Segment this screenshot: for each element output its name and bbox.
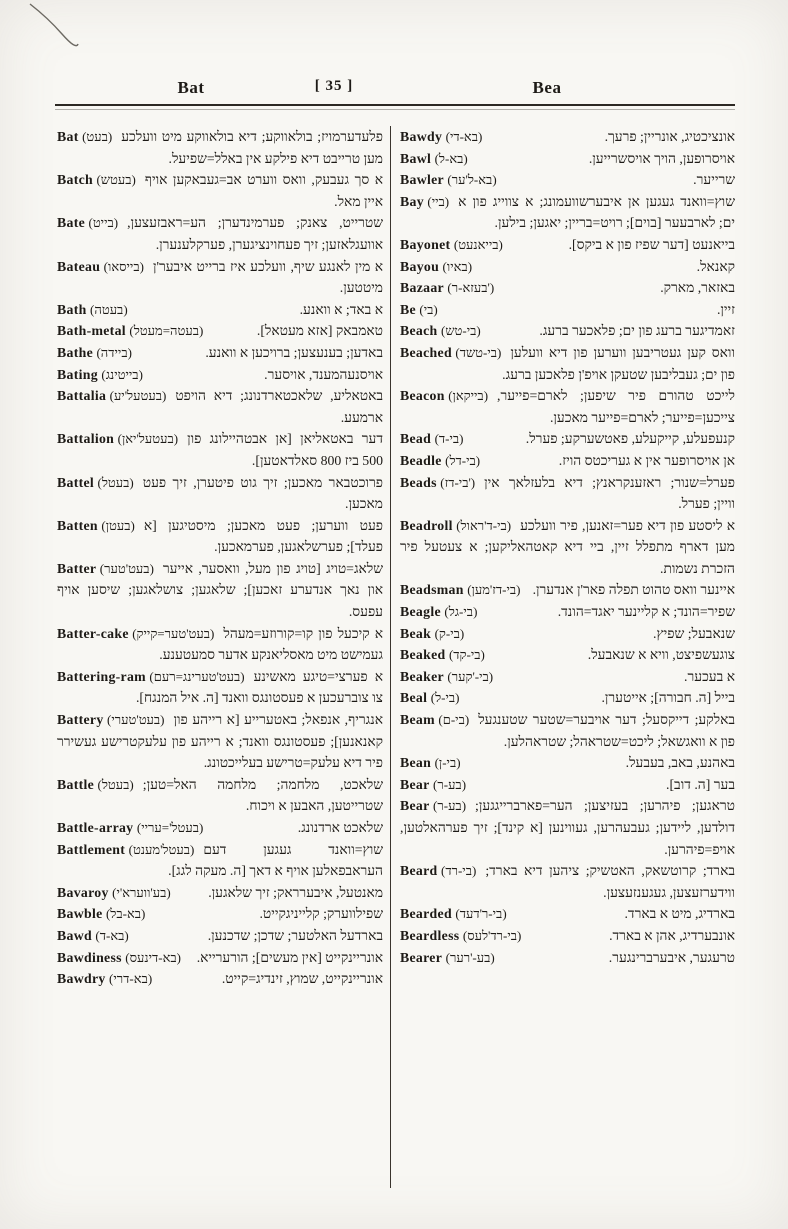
definition: לייכט טהורם פיר שיפען; לארם=פייער, צייכען=פייער; לארם=פייער מאכען. — [497, 388, 735, 425]
definition: טראגען; פיהרען; בעזיצען; הער=פארברייגגען; דולדען, ליידען; געבעהרען, געווינען [א קינד]; זיך פערהאלטען, אויפ=פיהרען. — [400, 798, 735, 857]
pronunciation: (בעטל'=עריי) — [136, 820, 204, 835]
pronunciation: (בייסאו) — [103, 258, 144, 274]
pronunciation: (בעטה=מעטל) — [129, 323, 204, 339]
headword: Bating — [57, 366, 98, 382]
definition: בארדיג, מיט א בארד. — [624, 906, 735, 922]
headword-group — [400, 234, 503, 256]
headword-group — [57, 968, 152, 990]
dictionary-entry — [57, 515, 383, 558]
headword-group — [57, 709, 165, 731]
headword-group — [400, 947, 495, 969]
dictionary-entry — [57, 774, 383, 817]
dictionary-entry — [400, 687, 735, 709]
definition: אן אויסרופער אין א געריכטס הויז. — [558, 452, 735, 468]
headword-group — [400, 169, 497, 191]
dictionary-entry — [400, 126, 735, 148]
pronunciation: (בעט'טער=קייק) — [132, 625, 215, 641]
dictionary-entry — [57, 925, 383, 947]
definition: טאמבאק [אזא מעטאל]. — [256, 323, 383, 339]
headword-group — [57, 925, 129, 947]
pronunciation: (בי-ק) — [434, 625, 465, 641]
headword-group — [400, 515, 511, 537]
headword-group — [57, 817, 203, 839]
headword-group — [57, 903, 145, 925]
pronunciation: (בעט'טער) — [99, 560, 154, 576]
text-columns — [0, 126, 788, 1188]
dictionary-entry — [400, 428, 735, 450]
scan-artifact-scratch — [0, 0, 120, 70]
headword: Bayou — [400, 258, 440, 274]
definition: פלעדערמויז; בולאווקע; דיא בולאווקע מיט וועלכע מען טרייבט דיא פילקע אין באלל=שפיעל. — [121, 129, 383, 166]
headword: Bawl — [400, 150, 432, 166]
definition: קאנאל. — [696, 258, 735, 274]
headword-group — [400, 299, 438, 321]
headword-group — [400, 428, 464, 450]
dictionary-entry — [57, 903, 383, 925]
dictionary-entry — [57, 342, 383, 364]
dictionary-entry — [400, 450, 735, 472]
headword: Battle-array — [57, 820, 134, 835]
pronunciation: (בי-רד'לעס) — [462, 927, 522, 943]
dictionary-entry — [57, 947, 383, 969]
definition: קנעפעלע, קייקעלע, פאטשערקע; פערל. — [525, 431, 735, 447]
pronunciation: (בעטל'מענט) — [128, 841, 195, 857]
pronunciation: (בי-טשד) — [455, 344, 502, 360]
definition: באזאר, מארק. — [660, 280, 735, 296]
guide-word-left: Bat — [177, 78, 205, 97]
definition: אונריינקייט [אין מעשים]; הורערייא. — [196, 949, 383, 965]
pronunciation: (בי) — [419, 301, 438, 317]
headword: Bearded — [400, 906, 452, 922]
headword-group — [57, 299, 128, 321]
definition: שנאבעל; שפיץ. — [653, 625, 735, 641]
pronunciation: (בייקאן) — [448, 388, 489, 404]
definition: זיין. — [716, 301, 735, 317]
headword: Beard — [400, 863, 438, 879]
headword: Batter-cake — [57, 625, 129, 641]
headword-group — [57, 472, 134, 494]
headword: Bath-metal — [57, 323, 126, 339]
dictionary-entry — [57, 428, 383, 471]
headword: Bawdry — [57, 971, 106, 987]
dictionary-entry — [57, 299, 383, 321]
headword: Beacon — [400, 388, 445, 404]
headword-group — [57, 126, 112, 148]
pronunciation: (ביי) — [427, 193, 450, 209]
headword: Bear — [400, 776, 430, 792]
pronunciation: (בעזא-ר') — [447, 280, 495, 296]
dictionary-entry — [400, 256, 735, 278]
headword-group — [57, 774, 134, 796]
headword-group — [57, 256, 144, 278]
headword-group — [400, 191, 449, 213]
pronunciation: (בע-ר) — [433, 776, 467, 792]
headword-group — [400, 687, 460, 709]
definition: שטרייט, צאנק; פערמינדערן; הע=ראבזעצען, אוועגלאזען; זיך פעחוינציגערן, פערקלענערן. — [127, 215, 383, 252]
pronunciation: (ביידה) — [96, 344, 132, 360]
right-column — [400, 126, 735, 1188]
pronunciation: (בי-ד'ראול) — [456, 517, 512, 533]
pronunciation: (בעט'טערינג=רעם) — [149, 668, 245, 684]
headword-group — [400, 774, 466, 796]
page-number: [ 35 ] — [314, 78, 354, 94]
running-head — [0, 78, 788, 104]
headword-group — [400, 342, 501, 364]
headword-group — [57, 515, 135, 537]
definition: שפיר=הונד; א קליינער יאגד=הונד. — [557, 604, 735, 620]
definition: א ליסטע פון דיא פער=זאנען, פיר וועלכע מען דארף מתפלל זיין, ביי דיא קאטהאליקען; א צעטעל פיר הזכרת נשמות. — [400, 517, 735, 576]
definition: באלקע; דייקסעל; דער אויבער=שטער שטענגעל פון א וואגשאל; ליכט=שטראהל; שטראהלען. — [478, 712, 735, 749]
headword: Batter — [57, 560, 97, 576]
headword: Bear — [400, 798, 430, 814]
headword-group — [57, 428, 178, 450]
headword-group — [400, 256, 472, 278]
pronunciation: (בי-ם) — [438, 712, 470, 728]
headword-group — [400, 644, 485, 666]
headword: Beach — [400, 323, 438, 339]
headword: Bayonet — [400, 236, 451, 252]
pronunciation: (בי-ל) — [430, 690, 460, 706]
dictionary-entry — [57, 666, 383, 709]
headword: Bazaar — [400, 280, 444, 296]
headword: Battel — [57, 474, 95, 490]
dictionary-entry — [400, 666, 735, 688]
definition: זאמדיגער ברעג פון ים; פלאכער ברעג. — [539, 323, 735, 339]
pronunciation: (בי-דל) — [445, 452, 481, 468]
pronunciation: (בי-רד) — [440, 863, 477, 879]
headword-group — [400, 601, 477, 623]
definition: איינער וואס טהוט תפלה פאר'ן אנדערן. — [532, 582, 735, 598]
dictionary-entry — [400, 644, 735, 666]
headword: Bawler — [400, 172, 444, 188]
definition: בארד; קרוטשאק, האטשיק; ציהען דיא בארד; ווידערזעצען, געגענזעצען. — [485, 863, 735, 900]
definition: א באד; א וואנע. — [299, 301, 383, 317]
dictionary-entry — [400, 925, 735, 947]
headword-group — [400, 903, 507, 925]
dictionary-entry — [57, 385, 383, 428]
headword: Bavaroy — [57, 884, 109, 900]
pronunciation: (בא-דרי) — [109, 971, 153, 987]
definition: שרייער. — [693, 172, 735, 188]
pronunciation: (בי-דז') — [440, 474, 476, 490]
dictionary-entry — [400, 774, 735, 796]
dictionary-entry — [57, 364, 383, 386]
headword-group — [400, 320, 481, 342]
pronunciation: (בע-'רער) — [445, 949, 495, 965]
dictionary-entry — [400, 752, 735, 774]
pronunciation: (בעטל) — [97, 474, 134, 490]
definition: א מין לאנגע שיף, וועלכע איז ברייט איבער'ן מיטטען. — [152, 258, 383, 296]
pronunciation: (בא-ל'ער) — [447, 172, 497, 188]
headword-group — [400, 385, 488, 407]
headword-group — [400, 148, 468, 170]
dictionary-entry — [400, 515, 735, 580]
pronunciation: (בי-'קער) — [447, 668, 494, 684]
dictionary-entry — [400, 169, 735, 191]
dictionary-entry — [57, 839, 383, 882]
headword: Bawble — [57, 906, 103, 922]
headword: Battery — [57, 712, 104, 728]
headword: Battlement — [57, 841, 126, 857]
pronunciation: (בא-ל) — [434, 150, 468, 166]
definition: בער [ה. דוב]. — [666, 776, 735, 792]
definition: באדען; בענעצען; ברויכען א וואנע. — [205, 344, 383, 360]
dictionary-entry — [400, 860, 735, 903]
definition: צוגעשפיצט, וויא א שנאבעל. — [587, 647, 735, 663]
definition: שפילווערק; קלייניגקייט. — [259, 906, 383, 922]
dictionary-entry — [400, 795, 735, 860]
headword: Battle — [57, 776, 95, 792]
dictionary-entry — [57, 256, 383, 299]
definition: באהנע, באב, בעבעל. — [625, 755, 735, 771]
pronunciation: (בע'ווערא'י) — [112, 884, 171, 900]
headword: Batch — [57, 172, 93, 188]
headword: Battering-ram — [57, 668, 146, 684]
definition: באטאליע, שלאכטארדנונג; דיא הויפט ארמעע. — [175, 388, 383, 425]
dictionary-entry — [400, 472, 735, 515]
dictionary-entry — [57, 623, 383, 666]
headword: Beached — [400, 344, 452, 360]
pronunciation: (בייט) — [88, 215, 119, 231]
pronunciation: (בי-ן) — [434, 755, 461, 771]
pronunciation: (בי-ד) — [434, 431, 464, 447]
dictionary-entry — [400, 385, 735, 428]
headword-group — [400, 925, 521, 947]
left-column — [57, 126, 383, 1188]
pronunciation: (בא-בל) — [105, 906, 146, 922]
headword: Be — [400, 301, 416, 317]
pronunciation: (בי-דז'מען) — [467, 582, 521, 598]
headword: Bat — [57, 129, 79, 144]
dictionary-entry — [400, 320, 735, 342]
pronunciation: (בי-טש) — [440, 323, 481, 339]
definition: שלאג=טויג [טויג פון מעל, וואסער, אייער און נאך אנדערע זאכען]; שלאגען; צושלאגען; שיסען אויף עפעס. — [57, 560, 383, 620]
headword: Beak — [400, 625, 432, 641]
pronunciation: (בע-ר) — [433, 798, 467, 814]
definition: בארדעל האלטער; שדכן; שדכנען. — [207, 927, 383, 943]
definition: פערל=שנור; ראזענקראנץ; דיא בלעזלאך אין וויין; פערל. — [484, 474, 735, 512]
dictionary-entry — [57, 558, 383, 623]
headword-group — [57, 212, 118, 234]
pronunciation: (בא-ד) — [95, 927, 129, 943]
headword: Beadroll — [400, 517, 453, 533]
definition: א קיכעל פון קו=קורוזע=מעהל געמישט מיט מאסליאנקע אדער סמעטענע. — [159, 625, 383, 663]
headword: Bean — [400, 755, 432, 771]
headword: Bath — [57, 301, 87, 317]
headword: Beam — [400, 712, 435, 728]
definition: אונריינקייט, שמוץ, זינדיג=קייט. — [221, 971, 383, 987]
definition: שלאכט, מלחמה; מלחמה האל=טען; שטרייטען, האבען א ויכוח. — [142, 776, 383, 814]
headword: Beal — [400, 690, 428, 706]
headword: Beads — [400, 474, 437, 490]
headword-group — [400, 472, 475, 494]
dictionary-entry — [400, 579, 735, 601]
dictionary-entry — [400, 601, 735, 623]
definition: א פערצי=טיגע מאשינע צו צוברעכען א פעסטונגס וואנד [ה. איל המנגח]. — [135, 668, 383, 706]
headword: Bawd — [57, 927, 92, 943]
headword-group — [57, 558, 154, 580]
definition: שוץ=וואנד געגען דעם העראבפאלען אויף א דאך [ה. מעקה לגג]. — [168, 841, 383, 879]
pronunciation: (בייאנעט) — [453, 236, 503, 252]
definition: טרעגער, איבערברינגער. — [608, 949, 735, 965]
headword: Beadle — [400, 452, 442, 468]
definition: מאנטעל, איבערראק; זיך שלאגען. — [208, 884, 383, 900]
dictionary-entry — [57, 169, 383, 212]
definition: אונבערדיג, אהן א בארד. — [609, 927, 735, 943]
definition: אויסנעהמענד, אויסער. — [264, 366, 383, 382]
headword-group — [57, 364, 143, 386]
headword: Battalia — [57, 388, 107, 404]
headword: Beaker — [400, 668, 444, 684]
headword-group — [57, 947, 181, 969]
pronunciation: (בעט'טערי) — [107, 712, 165, 728]
headword-group — [57, 882, 171, 904]
headword: Bawdy — [400, 129, 443, 144]
dictionary-entry — [57, 320, 383, 342]
headword-group — [400, 623, 464, 645]
pronunciation: (בא-דינעס) — [125, 949, 181, 965]
headword: Bead — [400, 431, 432, 447]
pronunciation: (בעטה) — [90, 301, 128, 317]
definition: פרוכטבאר מאכען; זיך גוט פיטערן, זיך פעט מאכען. — [142, 474, 383, 512]
pronunciation: (בעטש) — [96, 172, 136, 188]
headword: Beardless — [400, 927, 460, 943]
pronunciation: (בעטעל'יאן) — [117, 431, 179, 447]
headword-group — [57, 666, 245, 688]
definition: בייל [ה. חבורה]; אייטערן. — [601, 690, 735, 706]
dictionary-entry — [57, 709, 383, 774]
headword: Bate — [57, 215, 86, 231]
definition: אויסרופען, הויך אויסשרייען. — [588, 150, 735, 166]
headword-group — [400, 666, 493, 688]
pronunciation: (בי-ר'דעד) — [455, 906, 507, 922]
headword-group — [57, 342, 132, 364]
headword-group — [400, 752, 461, 774]
dictionary-entry — [57, 968, 383, 990]
headword: Bathe — [57, 344, 93, 360]
dictionary-entry — [400, 947, 735, 969]
header-rule — [55, 104, 735, 110]
headword-group — [57, 169, 136, 191]
definition: א סך געבעק, וואס ווערט אב=געבאקען אויף איין מאל. — [144, 172, 383, 209]
definition: דער באטאליאן [אן אבטהיילונג פון 500 ביז 800 סאלדאטען]. — [187, 431, 383, 468]
guide-word-right: Bea — [532, 78, 562, 97]
headword: Beadsman — [400, 582, 464, 598]
headword-group — [400, 126, 482, 148]
definition: בייאנעט [דער שפיז פון א ביקס]. — [568, 236, 735, 252]
headword-group — [57, 623, 214, 645]
dictionary-entry — [400, 623, 735, 645]
dictionary-entry — [400, 234, 735, 256]
headword: Beaked — [400, 647, 446, 663]
pronunciation: (בעט) — [82, 129, 113, 144]
headword-group — [400, 579, 520, 601]
headword: Battalion — [57, 431, 115, 447]
pronunciation: (בי-גל) — [444, 604, 478, 620]
dictionary-entry — [57, 126, 383, 169]
pronunciation: (בי-קד) — [448, 647, 485, 663]
definition: שוץ=וואנד געגען אן איבערשוועמונג; א צווייג פון א ים; לארבעער [בוים]; רויט=בריין; יאגען; בילען. — [458, 193, 735, 231]
headword: Bearer — [400, 949, 443, 965]
dictionary-entry — [400, 342, 735, 385]
pronunciation: (בעטן) — [101, 517, 135, 533]
headword-group — [400, 860, 476, 882]
dictionary-entry — [400, 148, 735, 170]
dictionary-entry — [57, 817, 383, 839]
dictionary-entry — [57, 212, 383, 255]
headword-group — [400, 709, 469, 731]
headword-group — [57, 385, 166, 407]
headword: Bay — [400, 193, 424, 209]
dictionary-entry — [57, 472, 383, 515]
headword-group — [400, 277, 494, 299]
dictionary-entry — [400, 191, 735, 234]
headword-group — [400, 795, 466, 817]
pronunciation: (בעטל) — [97, 776, 134, 792]
dictionary-entry — [400, 299, 735, 321]
pronunciation: (באיו) — [442, 258, 473, 274]
definition: אנגריף, אנפאל; באטערייע [א רייהע פון קאנאנען]; פעסטונגס וואנד; א רייהע פון עלעקטרישע געשירר פיר דיא עלעק=טרישע בעלייכטונג. — [57, 712, 383, 771]
definition: פעט ווערען; פעט מאכען; מיסטיגען [א פעלד]; פערשלאגען, פערמאכען. — [143, 517, 383, 555]
headword: Bateau — [57, 258, 101, 274]
headword: Beagle — [400, 604, 441, 620]
definition: אונציכטיג, אונריין; פרעך. — [604, 129, 735, 144]
definition: א בעכער. — [684, 668, 735, 684]
headword-group — [57, 839, 194, 861]
headword-group — [400, 450, 480, 472]
column-divider — [390, 126, 391, 1188]
pronunciation: (בעטעל'יע) — [109, 388, 167, 404]
dictionary-entry — [400, 903, 735, 925]
definition: שלאכט ארדנונג. — [297, 820, 383, 835]
pronunciation: (בייטינג) — [101, 366, 143, 382]
definition: וואס קען געטריבען ווערען פון דיא וועלען פון ים; געבליבען שטעקן אויפ'ן פלאכען ברעג. — [502, 344, 735, 382]
headword: Batten — [57, 517, 98, 533]
dictionary-entry — [57, 882, 383, 904]
pronunciation: (בא-די) — [445, 129, 483, 144]
headword: Bawdiness — [57, 949, 122, 965]
headword-group — [57, 320, 203, 342]
dictionary-entry — [400, 709, 735, 752]
dictionary-entry — [400, 277, 735, 299]
